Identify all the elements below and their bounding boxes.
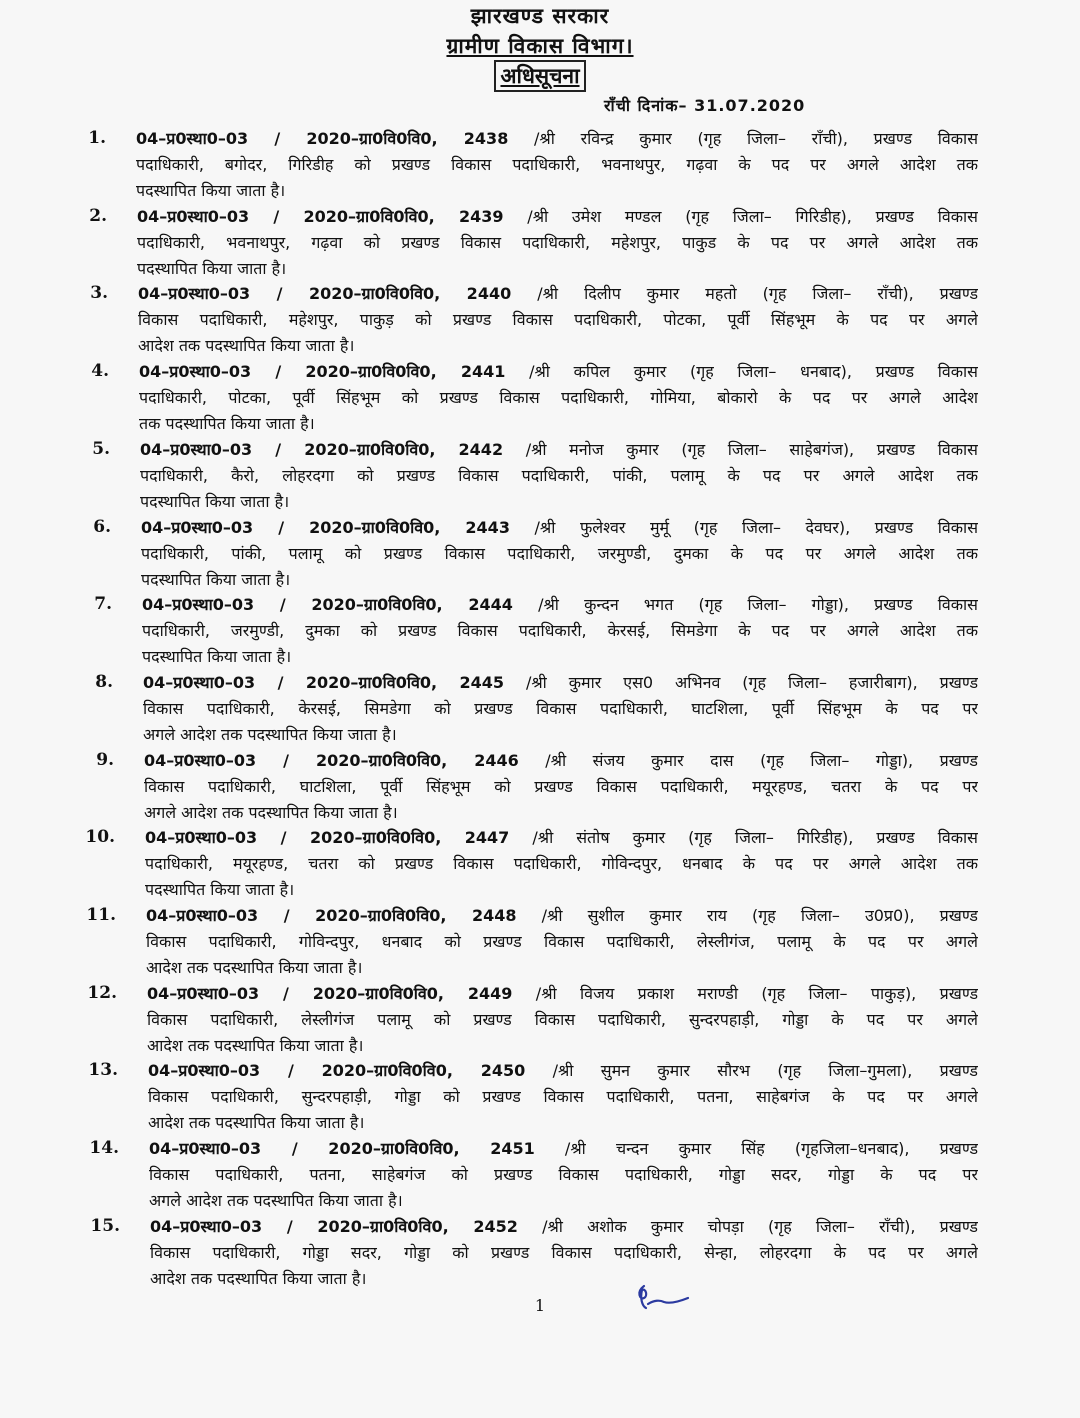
list-item — [0, 281, 1080, 359]
item-line-2: विकास पदाधिकारी, गोविन्दपुर, धनबाद को प्रखण्ड विकास पदाधिकारी, लेस्लीगंज, पलामू के पद पर अगले — [146, 932, 978, 951]
item-line-2: पदाधिकारी, जरमुण्डी, दुमका को प्रखण्ड विकास पदाधिकारी, केरसई, सिमडेगा के पद पर अगले आदेश तक — [142, 621, 978, 640]
item-number: 8. — [95, 672, 113, 692]
list-item — [0, 1136, 1080, 1214]
item-line-2: विकास पदाधिकारी, केरसई, सिमडेगा को प्रखण्ड विकास पदाधिकारी, घाटशिला, पूर्वी सिंहभूम के पद पर — [143, 699, 978, 718]
item-line-2: विकास पदाधिकारी, लेस्लीगंज पलामू को प्रखण्ड विकास पदाधिकारी, सुन्दरपहाड़ी, गोड्डा के पद पर अगले — [147, 1010, 978, 1029]
item-line-3: अगले आदेश तक पदस्थापित किया जाता है। — [144, 803, 398, 822]
item-line-1 — [142, 592, 978, 618]
item-line-3: पदस्थापित किया जाता है। — [137, 259, 287, 278]
order-reference: 04–प्र0स्था0–03 / 2020–ग्रा0वि0वि0, 2439 — [137, 207, 504, 226]
item-line-2: पदाधिकारी, भवनाथपुर, गढ़वा को प्रखण्ड विकास पदाधिकारी, महेशपुर, पाकुड के पद पर अगले आदेश तक — [137, 233, 978, 252]
item-line-2: पदाधिकारी, पांकी, पलामू को प्रखण्ड विकास पदाधिकारी, जरमुण्डी, दुमका के पद पर अगले आदेश तक — [141, 544, 978, 563]
officer-details: /श्री सुशील कुमार राय (गृह जिला– उ0प्र0), प्रखण्ड — [541, 906, 978, 925]
notification-title: अधिसूचना — [494, 60, 585, 92]
list-item — [0, 204, 1080, 282]
item-number: 15. — [90, 1216, 120, 1236]
item-line-1 — [139, 359, 978, 385]
item-line-3: आदेश तक पदस्थापित किया जाता है। — [150, 1269, 367, 1288]
list-item — [0, 592, 1080, 670]
item-line-3: पदस्थापित किया जाता है। — [140, 492, 290, 511]
order-reference: 04–प्र0स्था0–03 / 2020–ग्रा0वि0वि0, 2449 — [147, 984, 513, 1003]
item-number: 10. — [85, 827, 115, 847]
order-reference: 04–प्र0स्था0–03 / 2020–ग्रा0वि0वि0, 2444 — [142, 595, 513, 614]
officer-details: /श्री चन्दन कुमार सिंह (गृहजिला–धनबाद), प्रखण्ड — [564, 1139, 978, 1158]
item-line-3: आदेश तक पदस्थापित किया जाता है। — [138, 336, 355, 355]
item-line-2: विकास पदाधिकारी, महेशपुर, पाकुड़ को प्रखण्ड विकास पदाधिकारी, पोटका, पूर्वी सिंहभूम के पद पर अगले — [138, 310, 978, 329]
item-line-3: आदेश तक पदस्थापित किया जाता है। — [147, 1036, 364, 1055]
item-line-3: पदस्थापित किया जाता है। — [136, 181, 286, 200]
order-reference: 04–प्र0स्था0–03 / 2020–ग्रा0वि0वि0, 2446 — [144, 751, 519, 770]
item-line-1 — [147, 981, 978, 1007]
list-item — [0, 903, 1080, 981]
item-number: 9. — [96, 750, 114, 770]
item-line-3: पदस्थापित किया जाता है। — [142, 647, 292, 666]
item-line-1 — [136, 126, 978, 152]
item-line-1 — [141, 515, 978, 541]
item-line-1 — [148, 1058, 978, 1084]
item-line-1 — [138, 281, 978, 307]
officer-details: /श्री अशोक कुमार चोपड़ा (गृह जिला– राँची), प्रखण्ड — [542, 1217, 978, 1236]
item-line-1 — [149, 1136, 978, 1162]
order-reference: 04–प्र0स्था0–03 / 2020–ग्रा0वि0वि0, 2447 — [145, 828, 510, 847]
officer-details: /श्री कपिल कुमार (गृह जिला– धनबाद), प्रखण्ड विकास — [529, 362, 978, 381]
item-number: 5. — [92, 439, 110, 459]
place-date-line: राँची दिनांक– 31.07.2020 — [604, 96, 806, 115]
item-line-3: तक पदस्थापित किया जाता है। — [139, 414, 315, 433]
officer-details: /श्री संजय कुमार दास (गृह जिला– गोड्डा), प्रखण्ड — [545, 751, 978, 770]
order-reference: 04–प्र0स्था0–03 / 2020–ग्रा0वि0वि0, 2443 — [141, 518, 510, 537]
item-line-3: पदस्थापित किया जाता है। — [145, 880, 295, 899]
list-item — [0, 825, 1080, 903]
item-line-2: पदाधिकारी, कैरो, लोहरदगा को प्रखण्ड विकास पदाधिकारी, पांकी, पलामू के पद पर अगले आदेश तक — [140, 466, 978, 485]
officer-details: /श्री संतोष कुमार (गृह जिला– गिरिडीह), प्रखण्ड विकास — [532, 828, 978, 847]
list-item — [0, 359, 1080, 437]
item-number: 2. — [89, 206, 107, 226]
order-reference: 04–प्र0स्था0–03 / 2020–ग्रा0वि0वि0, 2440 — [138, 284, 512, 303]
list-item — [0, 1058, 1080, 1136]
item-line-1 — [146, 903, 978, 929]
officer-details: /श्री कुमार एस0 अभिनव (गृह जिला– हजारीबाग), प्रखण्ड — [525, 673, 978, 692]
item-number: 11. — [86, 905, 116, 925]
item-line-2: विकास पदाधिकारी, घाटशिला, पूर्वी सिंहभूम को प्रखण्ड विकास पदाधिकारी, मयूरहण्ड, चतरा के पद पर — [144, 777, 978, 796]
officer-details: /श्री रविन्द्र कुमार (गृह जिला– राँची), प्रखण्ड विकास — [534, 129, 978, 148]
item-line-2: पदाधिकारी, मयूरहण्ड, चतरा को प्रखण्ड विकास पदाधिकारी, गोविन्दपुर, धनबाद के पद पर अगले आदेश तक — [145, 854, 978, 873]
item-line-1 — [145, 825, 978, 851]
item-number: 12. — [87, 983, 117, 1003]
order-reference: 04–प्र0स्था0–03 / 2020–ग्रा0वि0वि0, 2441 — [139, 362, 506, 381]
item-line-3: अगले आदेश तक पदस्थापित किया जाता है। — [149, 1191, 403, 1210]
order-reference: 04–प्र0स्था0–03 / 2020–ग्रा0वि0वि0, 2442 — [140, 440, 504, 459]
list-item — [0, 1214, 1080, 1292]
item-line-3: आदेश तक पदस्थापित किया जाता है। — [148, 1113, 365, 1132]
item-number: 1. — [88, 128, 106, 148]
officer-details: /श्री उमेश मण्डल (गृह जिला– गिरिडीह), प्रखण्ड विकास — [527, 207, 978, 226]
item-line-1 — [143, 670, 978, 696]
officer-details: /श्री विजय प्रकाश मराण्डी (गृह जिला– पाकुड़), प्रखण्ड — [535, 984, 978, 1003]
item-number: 6. — [93, 517, 111, 537]
department-heading: ग्रामीण विकास विभाग। — [446, 34, 634, 58]
order-reference: 04–प्र0स्था0–03 / 2020–ग्रा0वि0वि0, 2445 — [143, 673, 505, 692]
item-number: 3. — [90, 283, 108, 303]
officer-details: /श्री कुन्दन भगत (गृह जिला– गोड्डा), प्रखण्ड विकास — [538, 595, 978, 614]
list-item — [0, 126, 1080, 204]
item-number: 14. — [89, 1138, 119, 1158]
item-line-2: विकास पदाधिकारी, सुन्दरपहाड़ी, गोड्डा को प्रखण्ड विकास पदाधिकारी, पतना, साहेबगंज के पद पर अगले — [148, 1087, 978, 1106]
item-line-3: अगले आदेश तक पदस्थापित किया जाता है। — [143, 725, 397, 744]
officer-details: /श्री दिलीप कुमार महतो (गृह जिला– राँची), प्रखण्ड — [537, 284, 978, 303]
order-reference: 04–प्र0स्था0–03 / 2020–ग्रा0वि0वि0, 2452 — [150, 1217, 518, 1236]
list-item — [0, 748, 1080, 826]
order-reference: 04–प्र0स्था0–03 / 2020–ग्रा0वि0वि0, 2451 — [149, 1139, 535, 1158]
item-line-1 — [140, 437, 978, 463]
officer-details: /श्री मनोज कुमार (गृह जिला– साहेबगंज), प्रखण्ड विकास — [525, 440, 978, 459]
list-item — [0, 515, 1080, 593]
item-line-1 — [150, 1214, 978, 1240]
page-number: 1 — [534, 1296, 546, 1315]
order-reference: 04–प्र0स्था0–03 / 2020–ग्रा0वि0वि0, 2450 — [148, 1061, 526, 1080]
item-line-3: आदेश तक पदस्थापित किया जाता है। — [146, 958, 363, 977]
officer-details: /श्री फुलेश्वर मुर्मू (गृह जिला– देवघर), प्रखण्ड विकास — [534, 518, 978, 537]
list-item — [0, 670, 1080, 748]
item-number: 13. — [88, 1060, 118, 1080]
item-line-1 — [137, 204, 978, 230]
order-reference: 04–प्र0स्था0–03 / 2020–ग्रा0वि0वि0, 2438 — [136, 129, 509, 148]
item-line-2: विकास पदाधिकारी, पतना, साहेबगंज को प्रखण्ड विकास पदाधिकारी, गोड्डा सदर, गोड्डा के पद पर — [149, 1165, 978, 1184]
item-line-2: पदाधिकारी, पोटका, पूर्वी सिंहभूम को प्रखण्ड विकास पदाधिकारी, गोमिया, बोकारो के पद पर अगले आदेश — [139, 388, 978, 407]
list-item — [0, 981, 1080, 1059]
item-line-1 — [144, 748, 978, 774]
list-item — [0, 437, 1080, 515]
item-number: 7. — [94, 594, 112, 614]
government-heading: झारखण्ड सरकार — [470, 4, 610, 28]
item-line-2: पदाधिकारी, बगोदर, गिरिडीह को प्रखण्ड विकास पदाधिकारी, भवनाथपुर, गढ़वा के पद पर अगले आदेश तक — [136, 155, 978, 174]
item-number: 4. — [91, 361, 109, 381]
item-line-3: पदस्थापित किया जाता है। — [141, 570, 291, 589]
officer-details: /श्री सुमन कुमार सौरभ (गृह जिला–गुमला), प्रखण्ड — [552, 1061, 978, 1080]
item-line-2: विकास पदाधिकारी, गोड्डा सदर, गोड्डा को प्रखण्ड विकास पदाधिकारी, सेन्हा, लोहरदगा के पद पर अगले — [150, 1243, 978, 1262]
order-reference: 04–प्र0स्था0–03 / 2020–ग्रा0वि0वि0, 2448 — [146, 906, 517, 925]
